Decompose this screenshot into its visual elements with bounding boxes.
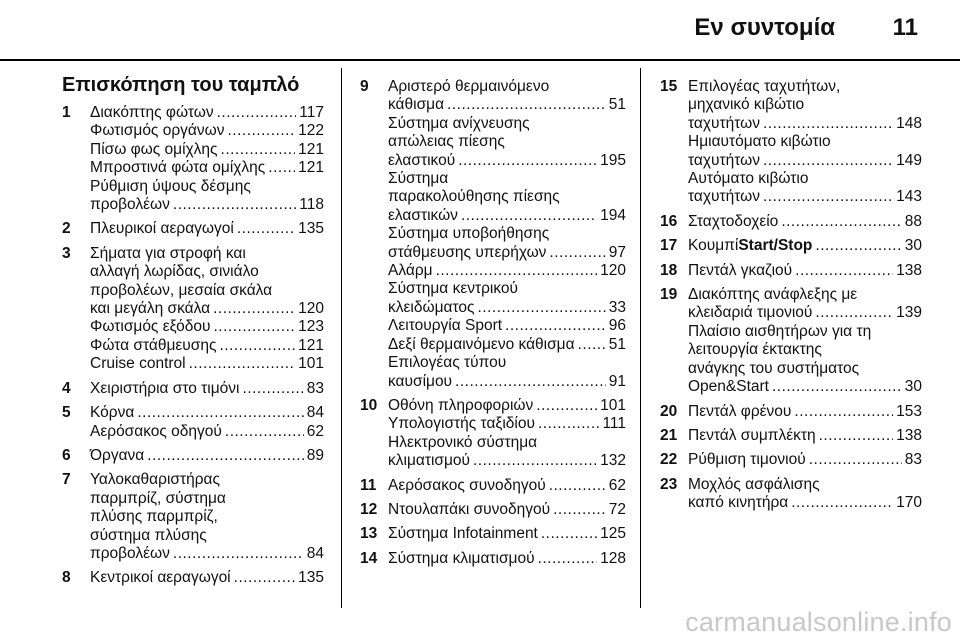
index-line-link[interactable] — [90, 380, 324, 398]
entry-label: Διακόπτης φώτων — [90, 104, 214, 121]
index-line — [90, 245, 324, 263]
page-reference[interactable]: 128 — [600, 549, 626, 567]
index-column-1 — [62, 104, 324, 588]
chapter-title: Εν συντομία — [694, 14, 835, 41]
page-reference[interactable]: 121 — [298, 140, 324, 158]
dot-leader — [541, 525, 597, 543]
index-line — [388, 434, 626, 452]
header-divider — [0, 59, 960, 61]
index-entry — [62, 404, 324, 441]
index-line — [90, 508, 324, 526]
index-entry — [360, 501, 626, 519]
dot-leader — [473, 452, 597, 470]
entry-label: Κεντρικοί αεραγωγοί — [90, 569, 231, 587]
index-line-link[interactable] — [90, 545, 324, 563]
index-line-link[interactable] — [688, 152, 922, 170]
entry-label: Σταχτοδοχείο — [688, 212, 779, 230]
watermark: carmanualsonline.info — [685, 607, 952, 637]
index-line — [388, 78, 626, 96]
entry-label: Φωτισμός οργάνων — [90, 122, 225, 140]
index-line — [90, 527, 324, 545]
index-line-link[interactable] — [688, 115, 922, 133]
entry-label: παρμπρίζ, σύστημα — [90, 489, 226, 507]
dot-leader — [268, 159, 295, 177]
dot-leader — [458, 152, 597, 170]
index-line-link[interactable] — [688, 237, 922, 255]
page-header — [0, 0, 960, 60]
column-divider — [640, 68, 641, 608]
dot-leader — [549, 477, 606, 495]
index-line — [688, 133, 922, 151]
entry-label: Σύστημα κεντρικού — [388, 280, 519, 298]
dot-leader — [791, 494, 893, 512]
page-reference[interactable]: 135 — [298, 569, 324, 587]
dot-leader — [505, 317, 606, 335]
page-reference[interactable]: 62 — [306, 422, 324, 440]
entry-label: κάθισμα — [388, 96, 445, 114]
index-entry — [62, 220, 324, 238]
entry-label: παρακολούθησης πίεσης — [388, 188, 560, 206]
entry-label: καυσίμου — [388, 372, 453, 390]
entry-label: ταχυτήτων — [688, 188, 760, 206]
index-line — [90, 282, 324, 300]
index-line-link[interactable] — [388, 373, 626, 391]
index-line-link[interactable] — [90, 355, 324, 373]
entry-label: ταχυτήτων — [688, 114, 760, 132]
entry-label: Φωτισμός εξόδου — [90, 318, 211, 336]
index-line-link[interactable] — [688, 188, 922, 206]
entry-label: Μοχλός ασφάλισης — [688, 475, 820, 493]
page-reference[interactable]: 125 — [600, 525, 626, 543]
entry-label: προβολέων, μεσαία σκάλα — [90, 281, 273, 299]
section-title: Επισκόπηση του ταμπλό — [62, 74, 300, 96]
page-reference[interactable]: 121 — [298, 159, 324, 177]
entry-label: Δεξί θερμαινόμενο κάθισμα — [388, 335, 575, 353]
page-reference[interactable]: 33 — [608, 298, 626, 316]
page-reference[interactable]: 118 — [299, 196, 324, 214]
index-entry — [660, 476, 922, 513]
entry-number: 11 — [360, 476, 377, 494]
index-line-link[interactable] — [388, 336, 626, 354]
index-entry — [360, 550, 626, 568]
entry-label: Διακόπτης ανάφλεξης με — [688, 286, 858, 304]
index-line-link[interactable] — [388, 550, 626, 568]
entry-label: Σύστημα ανίχνευσης — [388, 114, 530, 132]
entry-label: Υπολογιστής ταξιδίου — [388, 415, 535, 433]
dot-leader — [455, 373, 606, 391]
index-column-2 — [360, 78, 626, 568]
page-reference[interactable]: 96 — [608, 317, 626, 335]
index-line-link[interactable] — [688, 451, 922, 469]
page-reference[interactable]: 84 — [306, 544, 324, 562]
entry-number: 10 — [360, 396, 378, 414]
page-reference[interactable]: 139 — [896, 304, 922, 322]
dot-leader — [794, 403, 893, 421]
dot-leader — [234, 569, 295, 587]
index-line-link[interactable] — [388, 477, 626, 495]
dot-leader — [553, 501, 606, 519]
entry-label: Κόρνα — [90, 404, 135, 422]
page-reference[interactable]: 62 — [608, 476, 626, 494]
entry-label: Αλάρμ — [388, 262, 433, 280]
index-line — [388, 225, 626, 243]
page-reference[interactable]: 120 — [600, 262, 626, 280]
entry-label: πλύσης παρμπρίζ, — [90, 508, 218, 526]
entry-label: Επιλογέας τύπου — [388, 354, 507, 372]
index-column-3 — [660, 78, 922, 513]
entry-number: 17 — [660, 237, 678, 255]
entry-number: 7 — [62, 471, 71, 489]
index-line-link[interactable] — [688, 262, 922, 280]
index-line-link[interactable] — [90, 220, 324, 238]
entry-label: Αυτόματο κιβώτιο — [688, 170, 809, 188]
index-entry — [660, 427, 922, 445]
entry-label: Σύστημα υποβοήθησης — [388, 225, 550, 243]
index-line-link[interactable] — [688, 427, 922, 445]
dot-leader — [549, 244, 605, 262]
dot-leader — [536, 397, 597, 415]
index-entry — [360, 78, 626, 391]
entry-label: και μεγάλη σκάλα — [90, 300, 211, 318]
dot-leader — [436, 262, 598, 280]
index-line-link[interactable] — [688, 304, 922, 322]
entry-label-bold: Start/Stop — [738, 237, 813, 255]
page-reference[interactable]: 149 — [896, 151, 922, 169]
entry-label: ελαστικού — [388, 151, 456, 169]
dot-leader — [243, 380, 304, 398]
entry-number: 3 — [62, 244, 71, 262]
entry-number: 15 — [660, 78, 678, 95]
dot-leader — [772, 378, 902, 396]
index-entry — [62, 569, 324, 587]
index-line-link[interactable] — [388, 415, 626, 433]
page-reference[interactable]: 88 — [904, 212, 922, 230]
index-line-link[interactable] — [688, 378, 922, 396]
entry-label: Cruise control — [90, 355, 186, 373]
index-entry — [62, 471, 324, 563]
entry-number: 9 — [360, 78, 369, 95]
index-entry — [62, 104, 324, 214]
dot-leader — [763, 188, 893, 206]
dot-leader — [147, 447, 304, 465]
dot-leader — [461, 207, 597, 225]
entry-label: Πεντάλ φρένου — [688, 402, 792, 420]
index-line-link[interactable] — [388, 207, 626, 225]
dot-leader — [227, 122, 295, 140]
entry-number: 5 — [62, 404, 71, 422]
entry-label: Κουμπί — [688, 237, 739, 255]
dot-leader — [225, 423, 304, 441]
index-entry — [360, 477, 626, 495]
entry-label: Οθόνη πληροφοριών — [388, 396, 534, 414]
entry-number: 12 — [360, 500, 378, 518]
index-line — [388, 354, 626, 372]
page-reference[interactable]: 83 — [306, 379, 324, 397]
dot-leader — [213, 300, 295, 318]
entry-label: Αριστερό θερμαινόμενο — [388, 78, 550, 95]
entry-label: Λειτουργία Sport — [388, 317, 503, 335]
page-reference[interactable]: 120 — [298, 300, 324, 318]
page-reference[interactable]: 195 — [600, 151, 626, 169]
dot-leader — [173, 545, 304, 563]
entry-label: ανάγκης του συστήματος — [688, 359, 860, 377]
dot-leader — [781, 213, 901, 231]
dot-leader — [189, 355, 296, 373]
entry-label: μηχανικό κιβώτιο — [688, 96, 805, 114]
entry-number: 23 — [660, 475, 678, 493]
page-reference[interactable]: 111 — [602, 415, 626, 433]
entry-label: κλειδώματος — [388, 298, 475, 316]
entry-number: 20 — [660, 402, 678, 420]
entry-label: Φώτα στάθμευσης — [90, 336, 217, 354]
index-line — [388, 280, 626, 298]
dot-leader — [217, 104, 297, 122]
entry-number: 16 — [660, 212, 678, 230]
index-entry — [660, 262, 922, 280]
index-line — [90, 263, 324, 281]
index-line-link[interactable] — [688, 494, 922, 512]
page-reference[interactable]: 51 — [608, 335, 626, 353]
index-line — [388, 188, 626, 206]
entry-label: Σύστημα — [388, 170, 449, 188]
entry-label: Σύστημα κλιματισμού — [388, 549, 535, 567]
index-line — [688, 96, 922, 114]
entry-label: προβολέων — [90, 544, 170, 562]
index-line — [90, 471, 324, 489]
entry-label: Ημιαυτόματο κιβώτιο — [688, 133, 831, 151]
dot-leader — [538, 415, 599, 433]
index-entry — [660, 237, 922, 255]
index-line-link[interactable] — [90, 104, 324, 122]
dot-leader — [763, 152, 893, 170]
index-line — [388, 170, 626, 188]
index-line — [688, 323, 922, 341]
entry-label: κλιματισμού — [388, 452, 470, 470]
entry-label: Όργανα — [90, 446, 145, 464]
index-entry — [62, 380, 324, 398]
page-reference[interactable]: 91 — [608, 372, 626, 390]
page-reference[interactable]: 83 — [904, 451, 922, 469]
index-line — [688, 476, 922, 494]
entry-label: Πεντάλ γκαζιού — [688, 261, 793, 279]
index-entry — [360, 525, 626, 543]
index-line — [688, 286, 922, 304]
index-line — [388, 133, 626, 151]
index-line-link[interactable] — [388, 452, 626, 470]
entry-label: Μπροστινά φώτα ομίχλης — [90, 159, 266, 177]
entry-label: Σήματα για στροφή και — [90, 244, 246, 262]
dot-leader — [795, 262, 893, 280]
dot-leader — [815, 304, 893, 322]
index-line — [388, 115, 626, 133]
page-reference[interactable]: 143 — [896, 188, 922, 206]
index-line-link[interactable] — [90, 337, 324, 355]
dot-leader — [819, 427, 894, 445]
index-line — [688, 341, 922, 359]
entry-label: Πεντάλ συμπλέκτη — [688, 426, 816, 444]
page-reference[interactable]: 135 — [298, 220, 324, 238]
index-entry — [660, 286, 922, 396]
index-line-link[interactable] — [90, 122, 324, 140]
page-reference[interactable]: 97 — [608, 243, 626, 261]
entry-label: Επιλογέας ταχυτήτων, — [688, 78, 841, 95]
page-reference[interactable]: 170 — [896, 494, 922, 512]
index-line-link[interactable] — [388, 317, 626, 335]
column-divider — [341, 68, 342, 608]
page-reference[interactable]: 148 — [896, 114, 922, 132]
page-number: 11 — [892, 14, 918, 41]
page-reference[interactable]: 51 — [608, 96, 626, 114]
entry-label: απώλειας πίεσης — [388, 133, 505, 151]
page-reference[interactable]: 30 — [904, 378, 922, 396]
index-entry — [62, 245, 324, 374]
entry-label: αλλαγή λωρίδας, σινιάλο — [90, 263, 259, 281]
entry-label: Ρύθμιση τιμονιού — [688, 451, 806, 469]
entry-label: Ηλεκτρονικό σύστημα — [388, 433, 538, 451]
index-line-link[interactable] — [388, 525, 626, 543]
index-line-link[interactable] — [90, 141, 324, 159]
entry-number: 13 — [360, 525, 378, 543]
entry-label: προβολέων — [90, 196, 170, 214]
dot-leader — [809, 451, 902, 469]
entry-number: 21 — [660, 426, 678, 444]
entry-label: λειτουργία έκτακτης — [688, 341, 822, 359]
page-reference[interactable]: 101 — [298, 355, 324, 373]
dot-leader — [578, 336, 606, 354]
entry-label: Πίσω φως ομίχλης — [90, 140, 218, 158]
dot-leader — [214, 318, 296, 336]
entry-number: 6 — [62, 446, 71, 464]
entry-number: 22 — [660, 451, 678, 469]
page-reference[interactable]: 121 — [298, 336, 324, 354]
page-reference[interactable]: 117 — [299, 104, 324, 121]
entry-label: Πλευρικοί αεραγωγοί — [90, 220, 234, 238]
entry-label: Χειριστήρια στο τιμόνι — [90, 379, 240, 397]
page-reference[interactable]: 89 — [306, 446, 324, 464]
index-line — [688, 78, 922, 96]
index-line-link[interactable] — [90, 447, 324, 465]
page-reference[interactable]: 72 — [608, 500, 626, 518]
entry-label: Ρύθμιση ύψους δέσμης — [90, 177, 251, 195]
entry-label: Πλαίσιο αισθητήρων για τη — [688, 322, 872, 340]
index-entry — [660, 78, 922, 207]
index-line — [688, 360, 922, 378]
entry-label: καπό κινητήρα — [688, 494, 789, 512]
dot-leader — [815, 237, 901, 255]
index-line-link[interactable] — [388, 299, 626, 317]
index-line — [90, 490, 324, 508]
index-line-link[interactable] — [90, 318, 324, 336]
page-reference[interactable]: 30 — [904, 237, 922, 255]
entry-label: ελαστικών — [388, 206, 458, 224]
index-line-link[interactable] — [688, 213, 922, 231]
index-line-link[interactable] — [90, 404, 324, 422]
entry-label: Αερόσακος οδηγού — [90, 422, 222, 440]
index-line — [688, 170, 922, 188]
entry-label: σύστημα πλύσης — [90, 526, 207, 544]
index-line-link[interactable] — [90, 196, 324, 214]
entry-label: Υαλοκαθαριστήρας — [90, 471, 220, 489]
index-line-link[interactable] — [90, 159, 324, 177]
page-reference[interactable]: 122 — [298, 122, 324, 140]
entry-label: Αερόσακος συνοδηγού — [388, 476, 546, 494]
index-line-link[interactable] — [388, 96, 626, 114]
page-reference[interactable]: 84 — [306, 404, 324, 422]
index-line-link[interactable] — [90, 300, 324, 318]
index-line — [90, 178, 324, 196]
page-reference[interactable]: 123 — [298, 318, 324, 336]
index-entry — [62, 447, 324, 465]
entry-label: στάθμευσης υπερήχων — [388, 243, 547, 261]
dot-leader — [538, 550, 598, 568]
index-entry — [360, 397, 626, 471]
index-entry — [660, 403, 922, 421]
page-reference[interactable]: 138 — [896, 426, 922, 444]
entry-label: Open&Start — [688, 378, 769, 396]
index-line-link[interactable] — [688, 403, 922, 421]
page-reference[interactable]: 132 — [600, 452, 626, 470]
index-line-link[interactable] — [90, 569, 324, 587]
dot-leader — [173, 196, 296, 214]
dot-leader — [477, 299, 605, 317]
dot-leader — [447, 96, 606, 114]
entry-label: ταχυτήτων — [688, 151, 760, 169]
entry-number: 19 — [660, 286, 678, 304]
page-reference[interactable]: 194 — [600, 206, 626, 224]
entry-number: 18 — [660, 261, 678, 279]
entry-number: 8 — [62, 569, 71, 587]
index-line-link[interactable] — [388, 244, 626, 262]
dot-leader — [221, 141, 296, 159]
entry-label: κλειδαριά τιμονιού — [688, 304, 813, 322]
page-reference[interactable]: 138 — [896, 261, 922, 279]
dot-leader — [763, 115, 893, 133]
dot-leader — [219, 337, 295, 355]
index-entry — [660, 213, 922, 231]
dot-leader — [237, 220, 295, 238]
index-entry — [660, 451, 922, 469]
entry-number: 14 — [360, 549, 378, 567]
entry-number: 1 — [62, 104, 71, 121]
index-line-link[interactable] — [90, 423, 324, 441]
index-line-link[interactable] — [388, 262, 626, 280]
entry-label: Ντουλαπάκι συνοδηγού — [388, 500, 551, 518]
index-line-link[interactable] — [388, 152, 626, 170]
entry-number: 2 — [62, 220, 71, 238]
page-reference[interactable]: 101 — [600, 396, 626, 414]
index-line-link[interactable] — [388, 397, 626, 415]
index-line-link[interactable] — [388, 501, 626, 519]
page-reference[interactable]: 153 — [896, 402, 922, 420]
entry-label: Σύστημα Infotainment — [388, 525, 538, 543]
dot-leader — [137, 404, 303, 422]
entry-number: 4 — [62, 379, 71, 397]
